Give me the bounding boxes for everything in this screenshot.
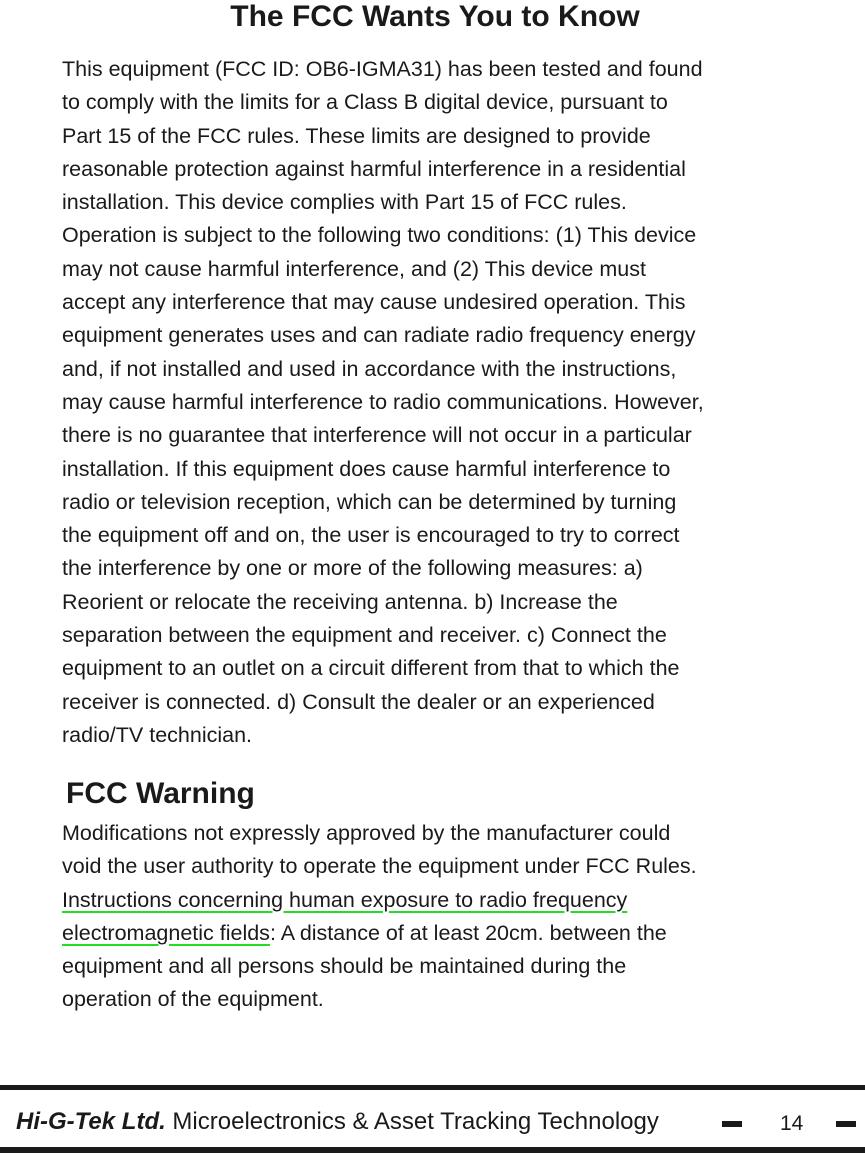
statement-line: Part 15 of the FCC rules. These limits are designed to provide [62,123,651,148]
statement-line: equipment generates uses and can radiate radio frequency energy [62,323,696,348]
statement-line: Operation is subject to the following two conditions: (1) This device [62,223,697,248]
statement-line: and, if not installed and used in accordance with the instructions, [62,356,677,381]
fcc-warning-heading: FCC Warning [66,777,255,810]
statement-line: equipment to an outlet on a circuit different from that to which the [62,656,680,681]
company-tagline: Microelectronics & Asset Tracking Technology [165,1108,659,1135]
warning-line [62,917,822,950]
fcc-warning-paragraph [62,817,822,1017]
footer-text [16,1107,659,1137]
statement-line: may not cause harmful interference, and (2) This device must [62,256,646,281]
statement-line: accept any interference that may cause undesired operation. This [62,290,686,315]
statement-line: radio/TV technician. [62,722,253,747]
statement-line: there is no guarantee that interference will not occur in a particular [62,423,692,448]
warning-line: operation of the equipment. [62,987,324,1012]
statement-line: the equipment off and on, the user is encouraged to try to correct [62,523,680,548]
page-title: The FCC Wants You to Know [230,0,640,33]
statement-line: Reorient or relocate the receiving antenna. b) Increase the [62,589,618,614]
statement-line: receiver is connected. d) Consult the dealer or an experienced [62,689,655,714]
statement-line: separation between the equipment and receiver. c) Connect the [62,623,667,648]
statement-line: reasonable protection against harmful interference in a residential [62,156,686,181]
statement-line: may cause harmful interference to radio communications. However, [62,389,704,414]
footer-divider-top [0,1085,865,1090]
footer-dash-left [722,1121,742,1127]
statement-line: radio or television reception, which can be determined by turning [62,489,677,514]
statement-line: installation. This device complies with Part 15 of FCC rules. [62,190,627,215]
statement-line: installation. If this equipment does cause harmful interference to [62,456,671,481]
warning-line: void the user authority to operate the equipment under FCC Rules. [62,854,697,879]
statement-line: This equipment (FCC ID: OB6-IGMA31) has been tested and found [62,57,703,81]
page-number: 14 [780,1112,804,1135]
statement-line: to comply with the limits for a Class B digital device, pursuant to [62,90,668,115]
rf-exposure-link-continued[interactable]: electromagnetic fields [62,920,270,945]
warning-line: Modifications not expressly approved by the manufacturer could [62,821,671,845]
statement-line: the interference by one or more of the following measures: a) [62,556,643,581]
company-name: Hi-G-Tek Ltd. [16,1108,166,1135]
fcc-statement-paragraph [62,53,822,752]
warning-line-text: : A distance of at least 20cm. between the [269,920,667,945]
footer-divider-bottom [0,1147,865,1153]
warning-line: equipment and all persons should be maintained during the [62,954,627,979]
footer-dash-right [836,1121,856,1127]
rf-exposure-link[interactable]: Instructions concerning human exposure to radio frequency [62,887,628,912]
